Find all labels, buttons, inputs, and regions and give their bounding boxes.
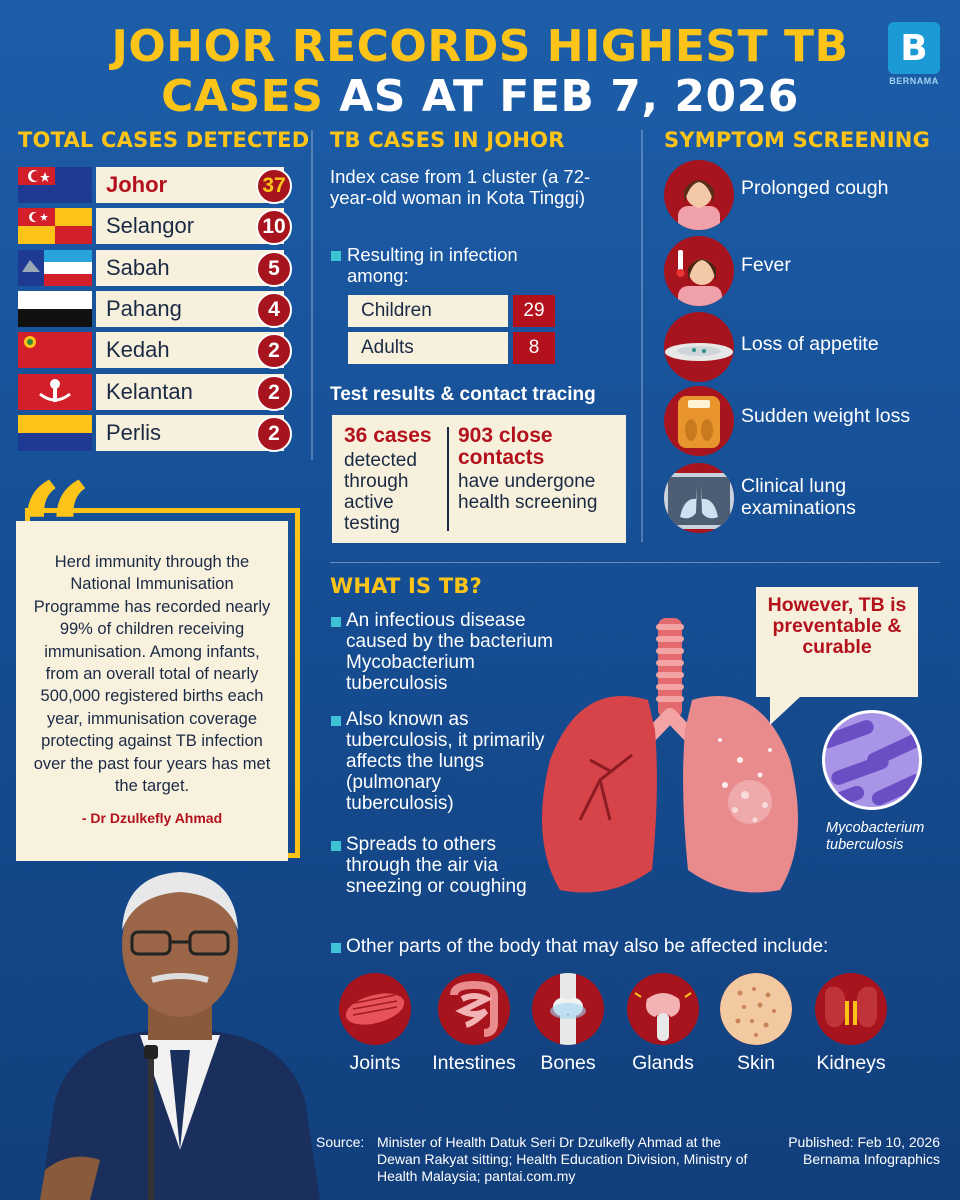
empty-plate-icon	[664, 312, 734, 382]
state-count: 37	[256, 168, 292, 204]
state-name: Selangor	[96, 208, 284, 244]
symptom-label: Fever	[741, 254, 791, 276]
bernama-logo	[888, 22, 940, 74]
symptom-label: Clinical lung examinations	[741, 475, 856, 519]
quote-mark-icon: “	[18, 454, 93, 607]
glands-icon	[627, 973, 699, 1045]
group-value-adults: 8	[513, 332, 555, 364]
group-label-children: Children	[348, 295, 508, 327]
quote-text: Herd immunity through the National Immunisation Programme has recorded nearly 99% of children receiving immunisation. Among infants, from an overall total of nearly 500,000 registered births each year, immunisation coverage protecting against TB infection over the past four years has met the target.	[33, 553, 271, 796]
skin-icon	[720, 973, 792, 1045]
logo-name: BERNAMA	[889, 76, 939, 86]
contacts-value: 903 close contacts	[458, 424, 553, 469]
kedah-flag-icon	[18, 332, 92, 368]
intestines-icon	[438, 973, 510, 1045]
part-label: Joints	[349, 1052, 401, 1074]
column-divider-right	[641, 130, 643, 542]
fever-icon	[664, 236, 734, 306]
part-label: Glands	[632, 1052, 694, 1074]
perlis-flag-icon	[18, 415, 92, 451]
bullet-icon	[331, 617, 341, 627]
title-highlight: CASES	[161, 71, 324, 122]
bullet-icon	[331, 251, 341, 261]
state-count: 2	[256, 375, 292, 411]
symptom-label: Sudden weight loss	[741, 405, 911, 427]
state-count: 10	[256, 209, 292, 245]
bacterium-icon	[822, 710, 922, 810]
bones-icon	[532, 973, 604, 1045]
joints-icon	[339, 973, 411, 1045]
part-label: Kidneys	[816, 1052, 886, 1074]
resulting-text: Resulting in infection among:	[347, 244, 518, 286]
title-line-1: JOHOR RECORDS HIGHEST TB	[111, 21, 849, 72]
contacts-desc: have undergone health screening	[458, 471, 598, 513]
other-parts-text: Other parts of the body that may also be affected include:	[346, 936, 829, 957]
state-row-selangor	[18, 208, 286, 244]
state-row-pahang	[18, 291, 280, 327]
bacterium-label: Mycobacterium tuberculosis	[826, 820, 925, 853]
tb-point-2: Also known as tuberculosis, it primarily affects the lungs (pulmonary tuberculosis)	[346, 709, 545, 814]
state-count: 5	[256, 251, 292, 287]
state-name: Johor	[96, 167, 284, 203]
kidneys-icon	[815, 973, 887, 1045]
speech-bubble-tail	[770, 697, 800, 725]
tb-point-3: Spreads to others through the air via sneezing or coughing	[346, 834, 527, 897]
state-name: Sabah	[96, 250, 284, 286]
column-divider-left	[311, 130, 313, 460]
part-label: Intestines	[432, 1052, 516, 1074]
cases-desc: detected through active testing	[344, 450, 417, 534]
state-name: Kelantan	[96, 374, 284, 410]
state-row-sabah	[18, 250, 280, 286]
johor-flag-icon	[18, 167, 92, 203]
group-label-adults: Adults	[348, 332, 508, 364]
section-divider	[330, 562, 940, 563]
kelantan-flag-icon	[18, 374, 92, 410]
tb-point-1: An infectious disease caused by the bacterium Mycobacterium tuberculosis	[346, 610, 554, 694]
title-line-2	[80, 72, 880, 122]
cough-icon	[664, 160, 734, 230]
credit-text: Bernama Infographics	[803, 1151, 940, 1167]
pahang-flag-icon	[18, 291, 92, 327]
weighing-scale-icon	[664, 386, 734, 456]
state-count: 4	[256, 292, 292, 328]
symptoms-heading: SYMPTOM SCREENING	[664, 128, 931, 152]
tracing-heading: Test results & contact tracing	[330, 384, 596, 405]
tracing-box	[332, 415, 626, 543]
state-row-johor	[18, 167, 286, 203]
page-title	[80, 22, 880, 122]
title-rest: AS AT FEB 7, 2026	[323, 71, 799, 122]
group-value-children: 29	[513, 295, 555, 327]
state-row-kelantan	[18, 374, 280, 410]
minister-portrait	[30, 850, 330, 1200]
what-is-tb-heading: WHAT IS TB?	[330, 574, 482, 598]
selangor-flag-icon	[18, 208, 92, 244]
published-date: Published: Feb 10, 2026	[788, 1134, 940, 1150]
cases-value: 36 cases	[344, 424, 432, 447]
state-count: 2	[256, 416, 292, 452]
sabah-flag-icon	[18, 250, 92, 286]
state-count: 2	[256, 333, 292, 369]
tracing-divider	[447, 427, 449, 531]
state-row-kedah	[18, 332, 280, 368]
johor-heading: TB CASES IN JOHOR	[330, 128, 565, 152]
source-label: Source:	[316, 1134, 365, 1150]
part-label: Bones	[540, 1052, 596, 1074]
source-text: Minister of Health Datuk Seri Dr Dzulkefly Ahmad at the Dewan Rakyat sitting; Health Education Division, Ministry of Health Malaysia; pantai.com.my	[377, 1134, 748, 1184]
quote-author: - Dr Dzulkefly Ahmad	[81, 810, 223, 827]
state-name: Kedah	[96, 332, 284, 368]
total-cases-heading: TOTAL CASES DETECTED	[18, 128, 310, 152]
lung-xray-icon	[664, 463, 734, 533]
bullet-icon	[331, 716, 341, 726]
symptom-label: Loss of appetite	[741, 333, 879, 355]
part-label: Skin	[737, 1052, 775, 1074]
symptom-label: Prolonged cough	[741, 177, 889, 199]
logo-letter: B	[900, 27, 928, 69]
state-row-perlis	[18, 415, 280, 451]
state-name: Pahang	[96, 291, 284, 327]
state-name: Perlis	[96, 415, 284, 451]
tb-curable-speech-bubble: However, TB is preventable & curable	[756, 587, 918, 697]
bullet-icon	[331, 943, 341, 953]
bullet-icon	[331, 841, 341, 851]
index-case-text: Index case from 1 cluster (a 72-year-old woman in Kota Tinggi)	[330, 166, 591, 208]
